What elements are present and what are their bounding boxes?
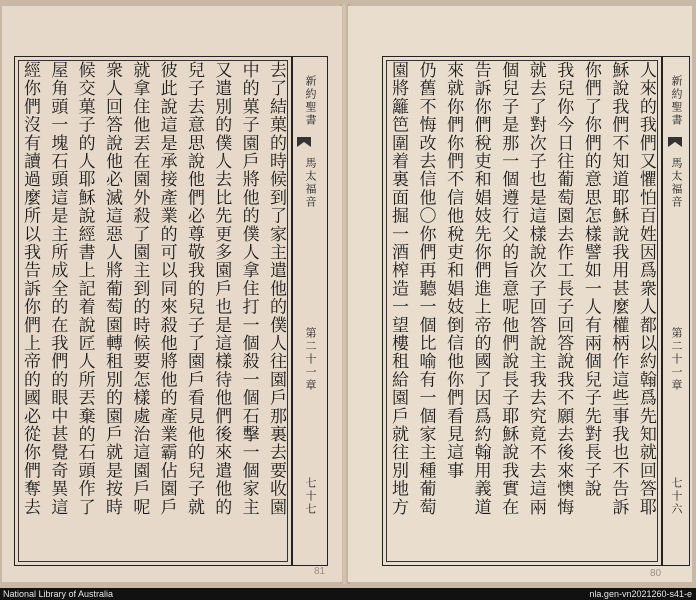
chapter-label: 第二十一章 <box>304 327 317 392</box>
text-column: 仍舊不悔改去信他〇你們再聽一個比喻有一個家主種葡萄 <box>415 61 436 516</box>
right-text-columns <box>387 61 657 561</box>
text-column: 告訴你們稅吏和娼妓先你們進上帝的國了因爲約翰用義道 <box>470 61 491 516</box>
page-number: 七十七 <box>304 477 317 516</box>
text-column: 就拿住他丟在園外殺了園主到的時候要怎樣處治這園戶呢 <box>129 61 150 516</box>
text-column: 來就你們你們不信他稅吏和娼妓倒信他你們看見這事 <box>443 61 464 480</box>
book-title: 新約聖書 <box>670 75 683 127</box>
right-page <box>348 6 692 582</box>
fishtail-mark-icon <box>297 137 311 147</box>
text-column: 我兒你今日往葡萄園去作工長子回答說我不願去後來懊悔 <box>553 61 574 516</box>
footer-bar <box>0 588 696 600</box>
right-margin-strip <box>662 56 690 566</box>
left-page <box>2 6 342 582</box>
text-column: 屋角頭一塊石頭這是主所成全的在我們的眼中甚覺奇異這 <box>47 61 68 516</box>
pencil-mark: 81 <box>314 566 326 577</box>
text-column: 你們了你們的意思怎樣譬如一人有兩個兒子先對長子說 <box>580 61 601 498</box>
right-text-frame <box>382 56 662 566</box>
text-column: 去了結菓的時候到了家主遣他的僕人往園戶那裏去要收園 <box>265 61 286 516</box>
library-credit: National Library of Australia <box>3 589 114 599</box>
left-text-frame <box>14 56 292 566</box>
text-column: 衆人回答說他必滅這惡人將葡萄園轉租別的園戶就是按時 <box>101 61 122 516</box>
text-column: 人來的我們又懼怕百姓因爲衆人都以約翰爲先知就回答耶 <box>635 61 656 516</box>
left-margin-strip <box>292 56 328 566</box>
gospel-name: 馬太福音 <box>670 157 683 209</box>
page-number: 七十六 <box>670 477 683 516</box>
text-column: 候交菓子的人耶穌說經書上記着說匠人所丟棄的石頭作了 <box>74 61 95 516</box>
chapter-label: 第二十一章 <box>670 327 683 392</box>
pencil-mark: 80 <box>650 568 662 579</box>
text-column: 穌說我們不知道耶穌說我用甚麼權柄作這些事我也不告訴 <box>608 61 629 516</box>
text-column: 又遣別的僕人去比先更多園戶也是這樣待他們後來遣他的 <box>211 61 232 516</box>
text-column: 中的菓子園戶將他的僕人拿住打一個殺一個石擊一個家主 <box>238 61 259 516</box>
text-column: 個兒子是那一個遵行父的旨意呢他們說長子耶穌說我實在 <box>498 61 519 516</box>
left-text-columns <box>19 61 287 561</box>
book-title: 新約聖書 <box>304 75 317 127</box>
fishtail-mark-icon <box>668 137 682 147</box>
text-column: 經你們沒有讀過麼所以我告訴你們上帝的國必從你們奪去 <box>20 61 40 516</box>
item-identifier: nla.gen-vn2021260-s41-e <box>589 589 692 599</box>
text-column: 兒子去意思說他們必尊敬我的兒子了園戶看見他的兒子就 <box>183 61 204 516</box>
text-column: 園將籬笆圍着裏面掘一酒榨造一望樓租給園戶就往別地方 <box>388 61 408 516</box>
text-column: 彼此說這是承接產業的可以同來殺他將他的產業霸佔園戶 <box>156 61 177 516</box>
text-column: 就去了對次子也是這樣說次子回答說主我去究竟不去這兩 <box>525 61 546 516</box>
gospel-name: 馬太福音 <box>304 157 317 209</box>
